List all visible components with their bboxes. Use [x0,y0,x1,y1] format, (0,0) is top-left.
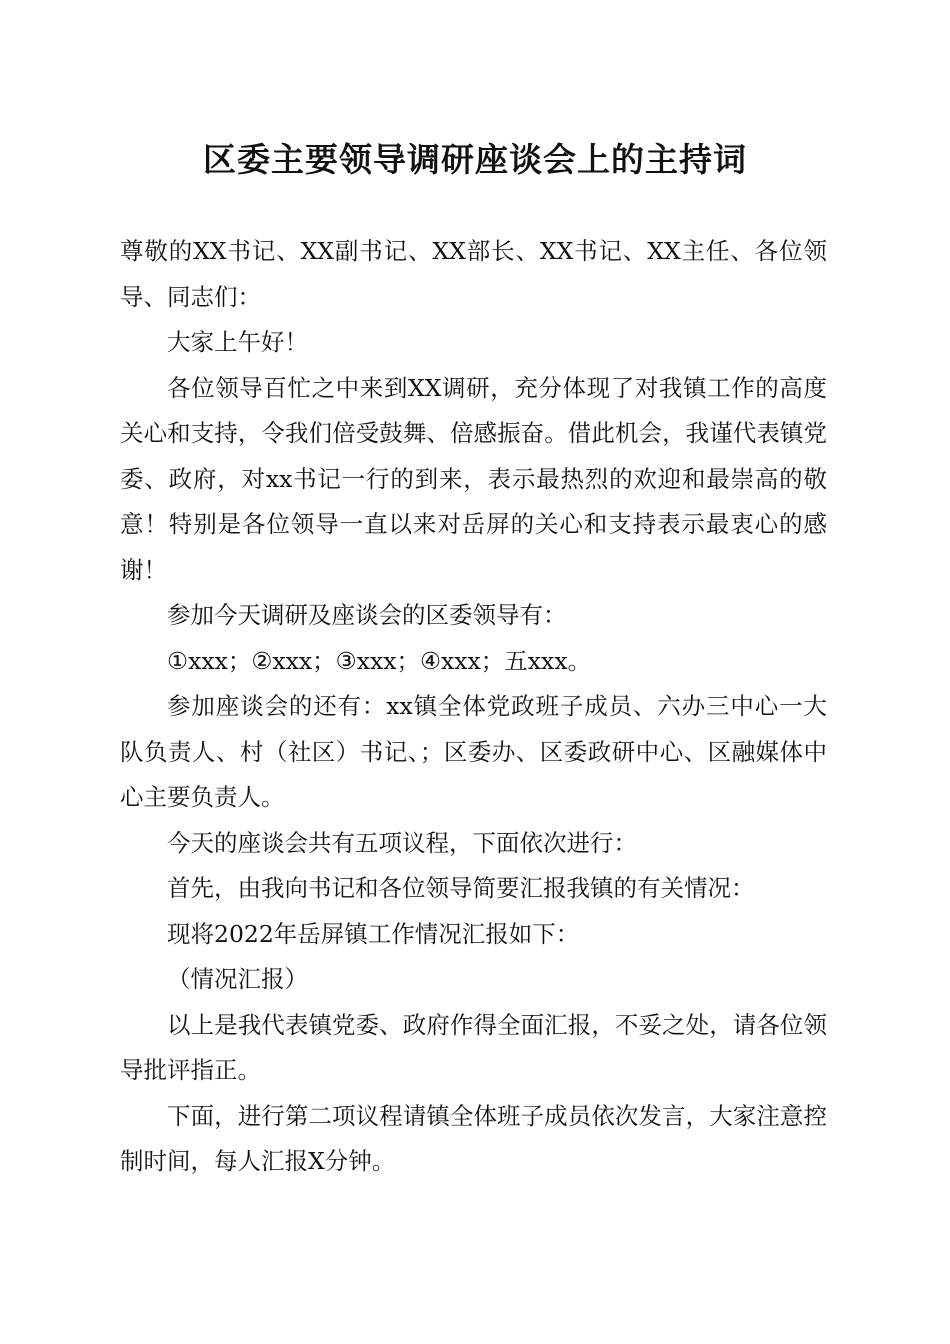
document-title: 区委主要领导调研座谈会上的主持词 [203,140,747,179]
attendees-paragraph: 参加座谈会的还有：xx镇全体党政班子成员、六办三中心一大队负责人、村（社区）书记、；区委办、区委政研中心、区融媒体中心主要负责人。 [120,692,827,811]
leaders-list-paragraph: ①xxx；②xxx；③xxx；④xxx；五xxx。 [167,646,592,675]
welcome-paragraph: 各位领导百忙之中来到XX调研，充分体现了对我镇工作的高度关心和支持，令我们倍受鼓舞、倍感振奋。借此机会，我谨代表镇党委、政府，对xx书记一行的到来，表示最热烈的欢迎和最崇高的敬意！特别是各位领导一直以来对岳屏的关心和支持表示最衷心的感谢！ [120,373,827,584]
document-body [120,229,827,1185]
report-placeholder-paragraph: （情况汇报） [167,965,308,993]
agenda-paragraph: 今天的座谈会共有五项议程，下面依次进行： [167,828,637,857]
leaders-intro-paragraph: 参加今天调研及座谈会的区委领导有： [167,601,567,629]
second-item-paragraph: 下面，进行第二项议程请镇全体班子成员依次发言，大家注意控制时间，每人汇报X分钟。 [120,1101,827,1175]
greeting-paragraph: 大家上午好！ [167,328,308,356]
salutation-paragraph: 尊敬的XX书记、XX副书记、XX部长、XX书记、XX主任、各位领导、同志们： [120,237,827,311]
first-item-paragraph: 首先，由我向书记和各位领导简要汇报我镇的有关情况： [167,874,755,902]
report-closing-paragraph: 以上是我代表镇党委、政府作得全面汇报，不妥之处，请各位领导批评指正。 [120,1010,827,1084]
report-intro-paragraph: 现将2022年岳屏镇工作情况汇报如下： [167,919,580,948]
